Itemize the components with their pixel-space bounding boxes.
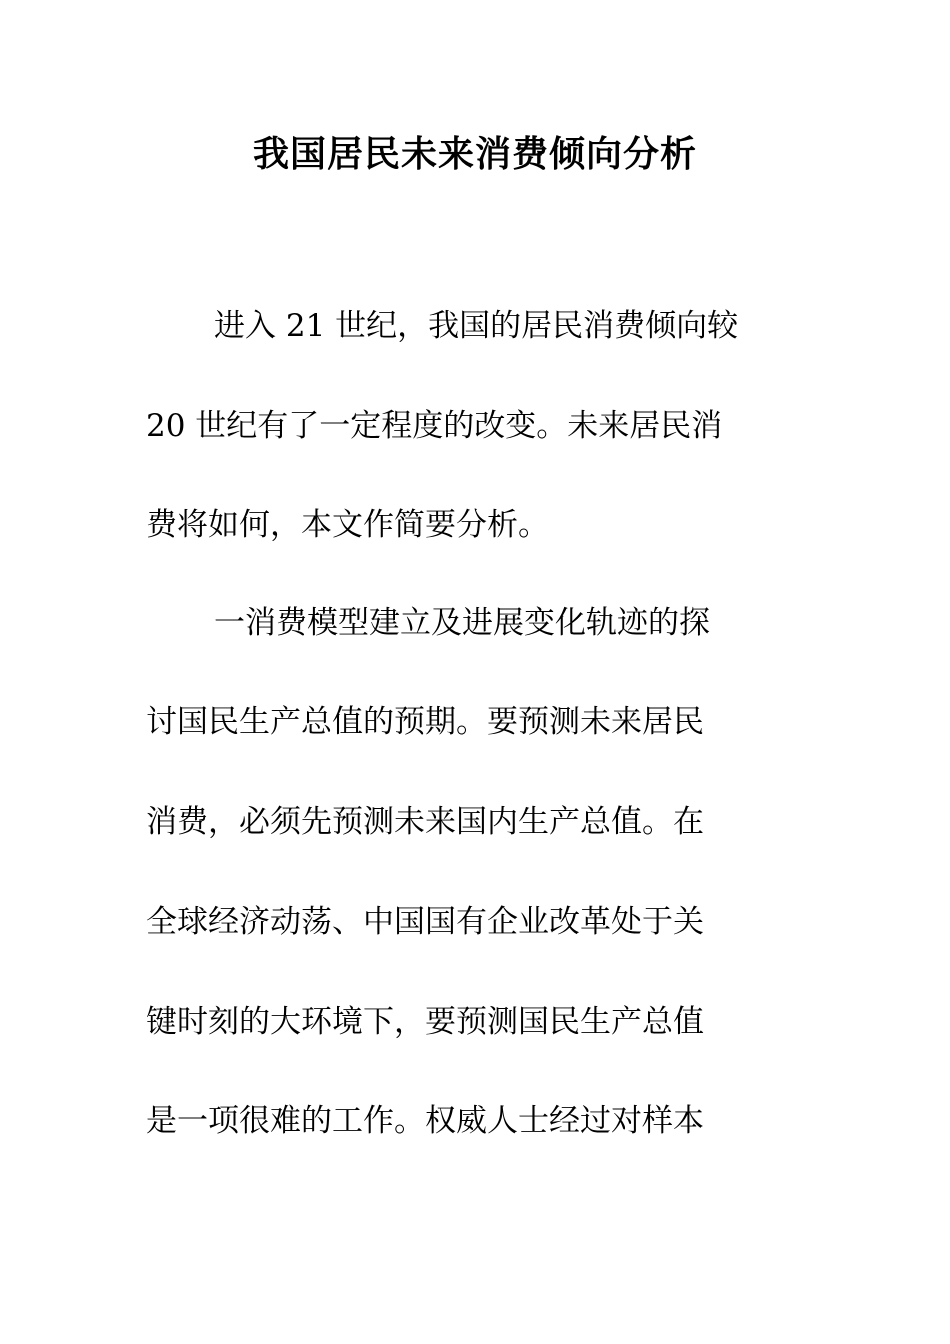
text-line: 消费，必须先预测未来国内生产总值。在 [146, 804, 704, 840]
text-line: 20 世纪有了一定程度的改变。未来居民消 [146, 408, 723, 444]
text-line: 一消费模型建立及进展变化轨迹的探 [214, 605, 710, 641]
text-line: 是一项很难的工作。权威人士经过对样本 [146, 1103, 704, 1139]
text-line: 全球经济动荡、中国国有企业改革处于关 [146, 904, 704, 940]
text-line: 费将如何，本文作简要分析。 [146, 507, 549, 543]
text-line: 进入 21 世纪，我国的居民消费倾向较 [214, 308, 739, 344]
document-title: 我国居民未来消费倾向分析 [252, 133, 697, 175]
text-line: 讨国民生产总值的预期。要预测未来居民 [146, 704, 704, 740]
text-line: 键时刻的大环境下，要预测国民生产总值 [146, 1004, 704, 1040]
